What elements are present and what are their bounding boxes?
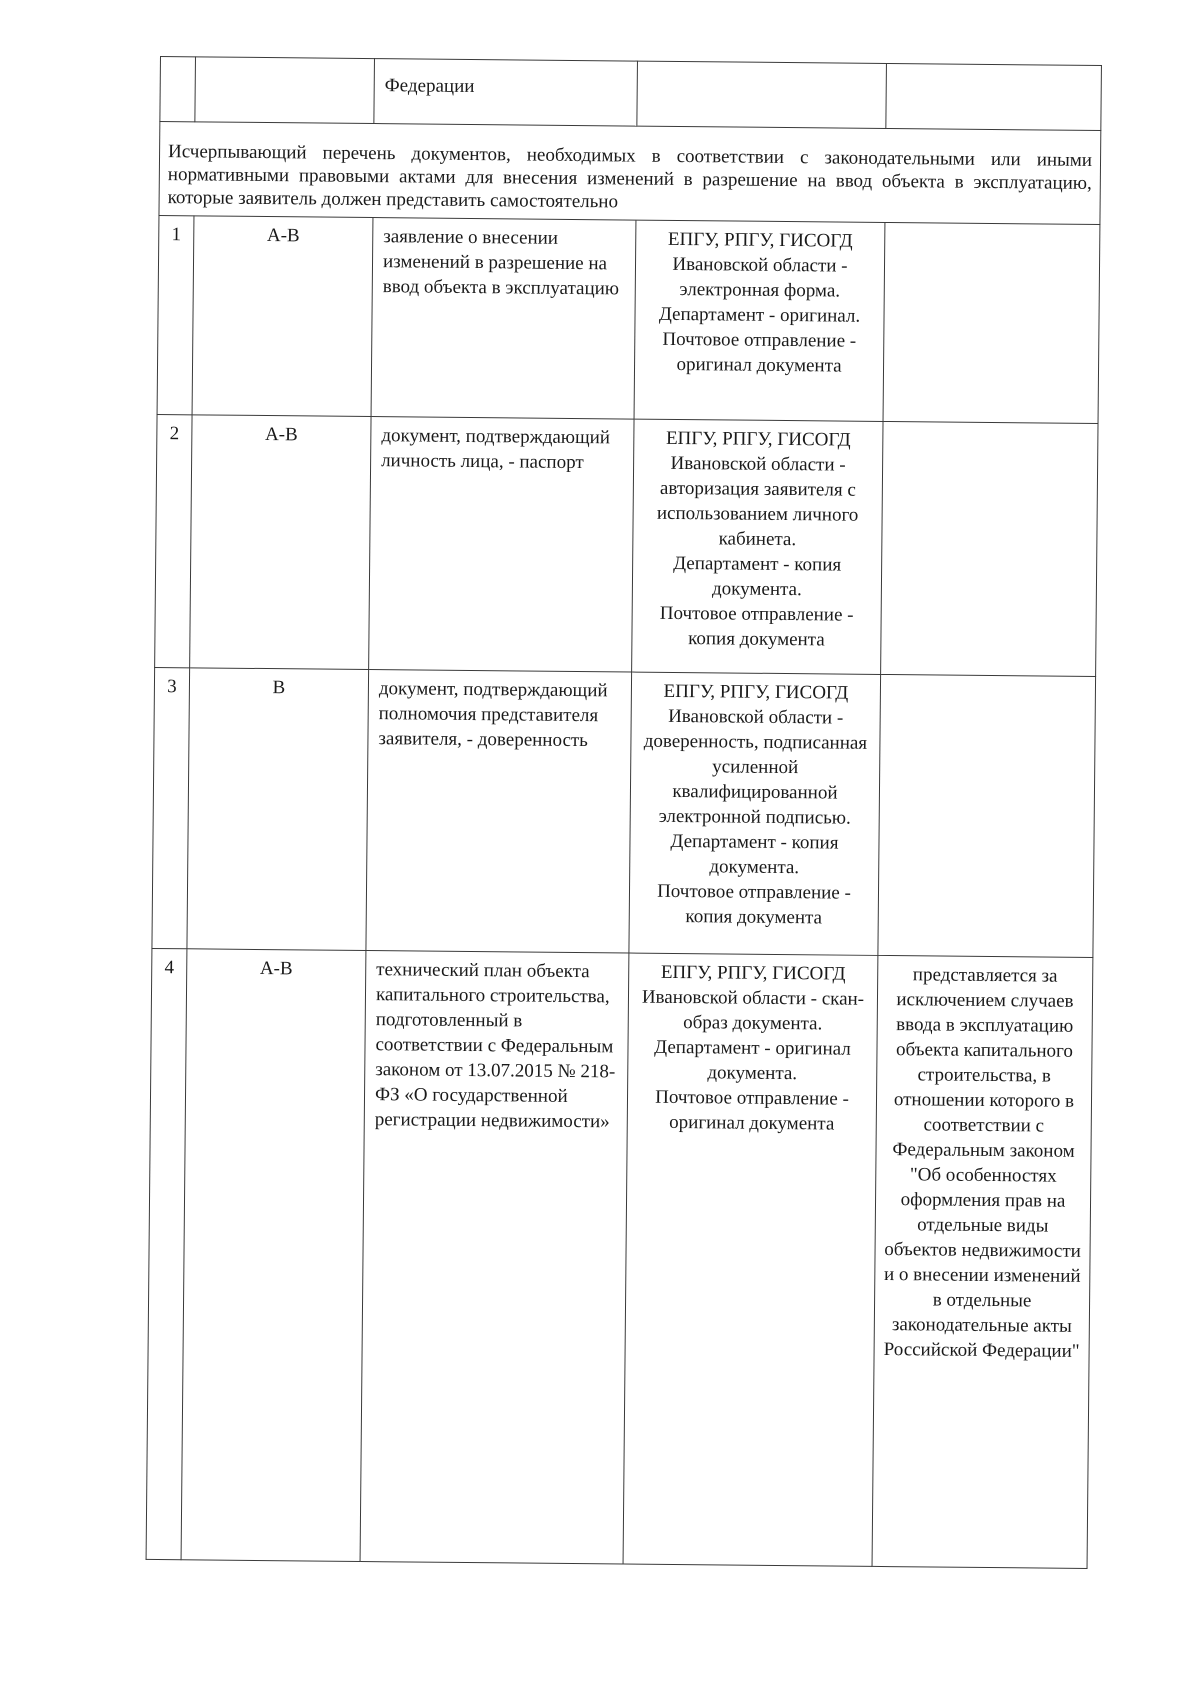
document-name: документ, подтверждающий личность лица, - паспорт xyxy=(369,417,634,673)
table-row xyxy=(152,667,1096,957)
section-heading: Исчерпывающий перечень документов, необходимых в соответствии с законодательными или иными нормативными правовыми актами для внесения изменений в разрешение на ввод объекта в эксплуатацию, которые заявитель должен представить самостоятельно xyxy=(159,122,1101,225)
submission-method: ЕПГУ, РПГУ, ГИСОГД Ивановской области - авторизация заявителя с использованием личного кабинета. Департамент - копия документа. Почтовое отправление - копия документа xyxy=(632,419,883,674)
table-cell xyxy=(637,61,887,128)
table-cell xyxy=(160,57,196,122)
document-note xyxy=(883,222,1100,423)
table-cell: Федерации xyxy=(374,59,638,127)
applicant-category: В xyxy=(187,668,369,951)
row-number: 1 xyxy=(157,215,194,414)
section-heading-row xyxy=(159,122,1101,225)
documents-table xyxy=(146,56,1102,1569)
document-name: технический план объекта капитального строительства, подготовленный в соответствии с Федеральным законом от 13.07.2015 № 218-ФЗ «О государственной регистрации недвижимости» xyxy=(360,951,629,1564)
submission-method: ЕПГУ, РПГУ, ГИСОГД Ивановской области - скан-образ документа. Департамент - оригинал документа. Почтовое отправление - оригинал документа xyxy=(623,953,878,1566)
document-name: заявление о внесении изменений в разрешение на ввод объекта в эксплуатацию xyxy=(371,218,636,420)
row-number: 3 xyxy=(152,667,190,948)
table-row xyxy=(155,414,1098,676)
document-note xyxy=(878,674,1096,957)
document-note xyxy=(881,421,1098,676)
document-note: представляется за исключением случаев ввода в эксплуатацию объекта капитального строительства, в отношении которого в соответствии с Федеральным законом "Об особенностях оформления прав на отдельные виды объектов недвижимости и о внесении изменений в отдельные законодательные акты Российской Федерации" xyxy=(872,955,1093,1568)
document-name: документ, подтверждающий полномочия представителя заявителя, - доверенность xyxy=(366,670,632,954)
table-row xyxy=(146,948,1093,1568)
table-row xyxy=(160,57,1102,131)
table-cell xyxy=(195,57,375,124)
applicant-category: А-В xyxy=(181,949,366,1562)
row-number: 2 xyxy=(155,414,192,667)
submission-method: ЕПГУ, РПГУ, ГИСОГД Ивановской области - доверенность, подписанная усиленной квалифицированной электронной подписью. Департамент - копия документа. Почтовое отправление - копия документа xyxy=(629,672,881,955)
table-cell xyxy=(886,63,1102,130)
applicant-category: А-В xyxy=(192,216,373,417)
row-number: 4 xyxy=(146,948,187,1559)
submission-method: ЕПГУ, РПГУ, ГИСОГД Ивановской области - электронная форма. Департамент - оригинал. Почтовое отправление - оригинал документа xyxy=(634,220,885,421)
applicant-category: А-В xyxy=(190,415,371,670)
table-row xyxy=(157,215,1100,423)
